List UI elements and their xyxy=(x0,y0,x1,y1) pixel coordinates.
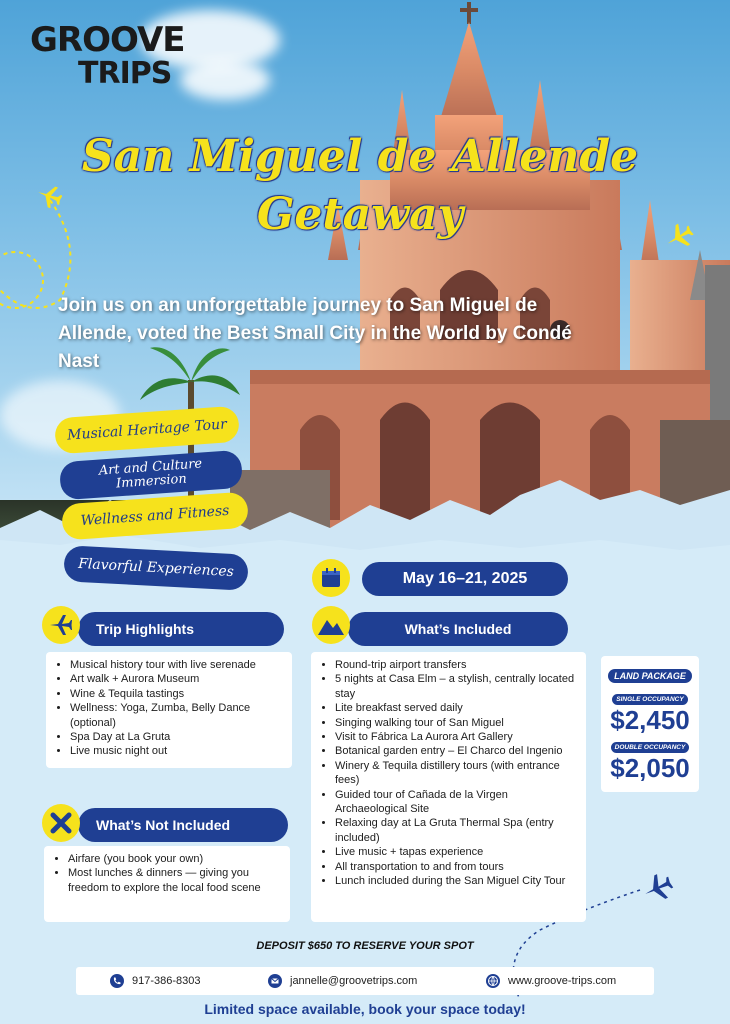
list-item: • Musical history tour with live serenade xyxy=(70,658,282,672)
included-heading: What’s Included xyxy=(348,612,568,646)
list-item: • Most lunches & dinners — giving you freedom to explore the local food scene xyxy=(68,866,280,895)
not-included-badge xyxy=(42,804,80,842)
list-item: • Live music night out xyxy=(70,744,282,758)
list-item: • Wellness: Yoga, Zumba, Belly Dance (optional) xyxy=(70,701,282,730)
logo-line2: TRIPS xyxy=(78,56,172,91)
x-mark-icon xyxy=(50,812,72,834)
phone-icon xyxy=(110,974,124,988)
airplane-icon xyxy=(664,222,694,252)
airplane-icon xyxy=(36,182,62,208)
tag-flavorful: Flavorful Experiences xyxy=(63,545,249,591)
list-item: • Winery & Tequila distillery tours (with entrance fees) xyxy=(335,759,576,788)
contact-bar xyxy=(76,967,654,995)
not-included-list xyxy=(44,846,290,901)
list-item: • Wine & Tequila tastings xyxy=(70,687,282,701)
list-item: • Singing walking tour of San Miguel xyxy=(335,716,576,730)
website-url: www.groove-trips.com xyxy=(508,975,617,987)
list-item: • Airfare (you book your own) xyxy=(68,852,280,866)
page-title xyxy=(60,128,660,244)
list-item: • 5 nights at Casa Elm – a stylish, centrally located stay xyxy=(335,672,576,701)
mountain-icon xyxy=(318,615,344,635)
list-item: • Botanical garden entry – El Charco del Ingenio xyxy=(335,744,576,758)
single-price: $2,450 xyxy=(610,705,690,735)
included-card xyxy=(311,652,586,922)
package-label: LAND PACKAGE xyxy=(608,669,692,683)
list-item: • Spa Day at La Gruta xyxy=(70,730,282,744)
title-line2: Getaway xyxy=(256,189,464,240)
list-item: • Art walk + Aurora Museum xyxy=(70,672,282,686)
pricing-card xyxy=(601,656,699,792)
subtitle: Join us on an unforgettable journey to San Miguel de Allende, voted the Best Small City in the World by Condé Nast xyxy=(58,295,572,372)
list-item: • Live music + tapas experience xyxy=(335,845,576,859)
list-item: • Visit to Fábrica La Aurora Art Gallery xyxy=(335,730,576,744)
double-occupancy-label: DOUBLE OCCUPANCY xyxy=(611,742,690,753)
included-list xyxy=(311,652,586,895)
included-badge xyxy=(312,606,350,644)
title-line1: San Miguel de Allende xyxy=(81,131,639,182)
highlights-list xyxy=(46,652,292,765)
email-address: jannelle@groovetrips.com xyxy=(290,975,418,987)
calendar-icon xyxy=(320,567,342,589)
highlights-badge xyxy=(42,606,80,644)
airplane-icon xyxy=(49,613,73,637)
globe-icon xyxy=(486,974,500,988)
tag-art-culture: Art and Culture Immersion xyxy=(59,450,243,501)
phone-number: 917-386-8303 xyxy=(132,975,201,987)
calendar-badge xyxy=(312,559,350,597)
list-item: • Guided tour of Cañada de la Virgen Archaeological Site xyxy=(335,788,576,817)
airplane-icon xyxy=(642,872,674,904)
highlights-heading: Trip Highlights xyxy=(78,612,284,646)
contact-email[interactable] xyxy=(268,967,417,995)
list-item: • Relaxing day at La Gruta Thermal Spa (entry included) xyxy=(335,816,576,845)
email-icon xyxy=(268,974,282,988)
trip-dates: May 16–21, 2025 xyxy=(362,562,568,596)
double-price: $2,050 xyxy=(610,753,690,783)
deposit-note: DEPOSIT $650 TO RESERVE YOUR SPOT xyxy=(256,940,474,952)
contact-website[interactable] xyxy=(486,967,616,995)
list-item: • All transportation to and from tours xyxy=(335,860,576,874)
not-included-card xyxy=(44,846,290,922)
list-item: • Round-trip airport transfers xyxy=(335,658,576,672)
list-item: • Lunch included during the San Miguel City Tour xyxy=(335,874,576,888)
single-occupancy-label: SINGLE OCCUPANCY xyxy=(612,694,687,705)
highlights-card xyxy=(46,652,292,768)
list-item: • Lite breakfast served daily xyxy=(335,701,576,715)
logo-line1: GROOVE xyxy=(30,20,185,60)
call-to-action: Limited space available, book your space today! xyxy=(204,1001,526,1017)
tag-musical-heritage: Musical Heritage Tour xyxy=(54,406,240,455)
tag-wellness: Wellness and Fitness xyxy=(61,492,249,541)
groove-trips-logo xyxy=(30,20,185,100)
contact-phone[interactable] xyxy=(110,967,201,995)
not-included-heading: What’s Not Included xyxy=(78,808,288,842)
